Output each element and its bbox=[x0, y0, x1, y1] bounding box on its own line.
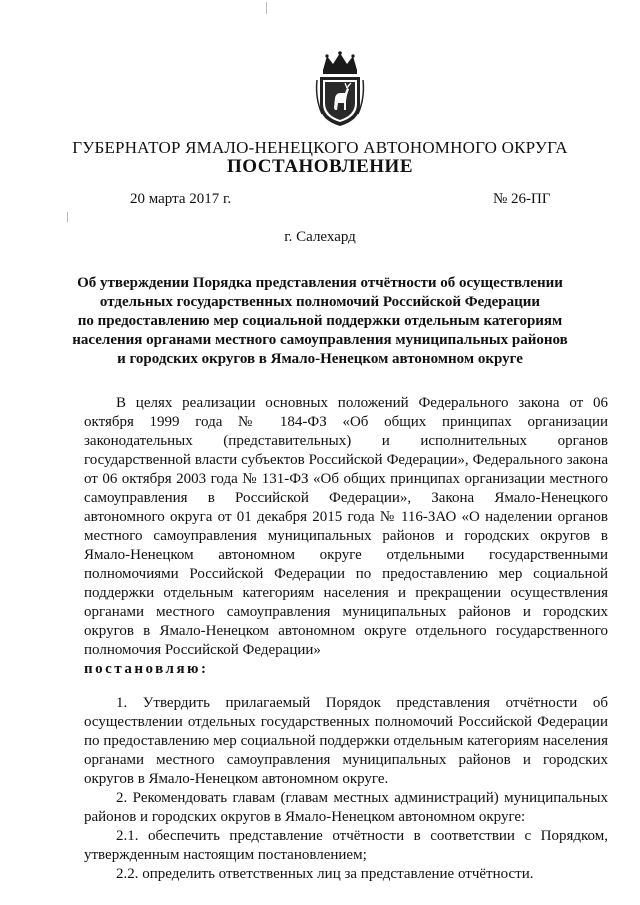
clause-2-1-paragraph: 2.1. обеспечить представление отчётности в соответствии с Порядком, утвержденным настоящим постановлением; bbox=[84, 828, 608, 863]
clause-1-paragraph: 1. Утвердить прилагаемый Порядок представления отчётности об осуществлении отдельных государственных полномочий Российской Федерации по предоставлению мер социальной поддержки отдельным категориям населения органами местного самоуправления муниципальных районов и городских округов в Ямало-Ненецком автономном округе. bbox=[84, 695, 608, 787]
issuing-authority-heading: ГУБЕРНАТОР ЯМАЛО-НЕНЕЦКОГО АВТОНОМНОГО ОКРУГА bbox=[72, 138, 568, 157]
clause-2-2-paragraph: 2.2. определить ответственных лиц за представление отчётности. bbox=[116, 866, 534, 882]
document-title bbox=[60, 274, 580, 369]
resolve-word: постановляю: bbox=[84, 661, 209, 677]
document-title-line: по предоставлению мер социальной поддержки отдельным категориям bbox=[77, 313, 563, 329]
document-title-line: отдельных государственных полномочий Российской Федерации bbox=[99, 294, 541, 310]
document-title-line: Об утверждении Порядка представления отчётности об осуществлении bbox=[77, 275, 563, 291]
page-crease-mark bbox=[67, 212, 68, 222]
document-date: 20 марта 2017 г. bbox=[130, 191, 232, 207]
document-title-line: населения органами местного самоуправления муниципальных районов bbox=[72, 332, 568, 348]
clause-2-paragraph: 2. Рекомендовать главам (главам местных администраций) муниципальных районов и городских округов в Ямало-Ненецком автономном округе: bbox=[84, 790, 608, 825]
document-title-line: и городских округов в Ямало-Ненецком автономном округе bbox=[117, 351, 523, 367]
coat-of-arms-emblem bbox=[314, 50, 366, 128]
page-crease-mark bbox=[266, 2, 267, 14]
document-type-heading: ПОСТАНОВЛЕНИЕ bbox=[226, 156, 414, 177]
document-body bbox=[84, 394, 608, 884]
document-number: № 26-ПГ bbox=[493, 191, 551, 207]
document-place: г. Салехард bbox=[284, 229, 356, 245]
preamble-paragraph: В целях реализации основных положений Федерального закона от 06 октября 1999 года № 184-ФЗ «Об общих принципах организации законодательных (представительных) и исполнительных органов государственной власти субъектов Российской Федерации», Федерального закона от 06 октября 2003 года № 131-ФЗ «Об общих принципах организации местного самоуправления в Российской Федерации», Закона Ямало-Ненецкого автономного округа от 01 декабря 2015 года № 116-ЗАО «О наделении органов местного самоуправления муниципальных районов и городских округов в Ямало-Ненецком автономном округе отдельными государственными полномочиями Российской Федерации по предоставлению мер социальной поддержки отдельным категориям населения и прекращении осуществления органами местного самоуправления муниципальных районов и городских округов в Ямало-Ненецком автономном округе отдельного государственного полномочия Российской Федерации» bbox=[84, 395, 608, 658]
